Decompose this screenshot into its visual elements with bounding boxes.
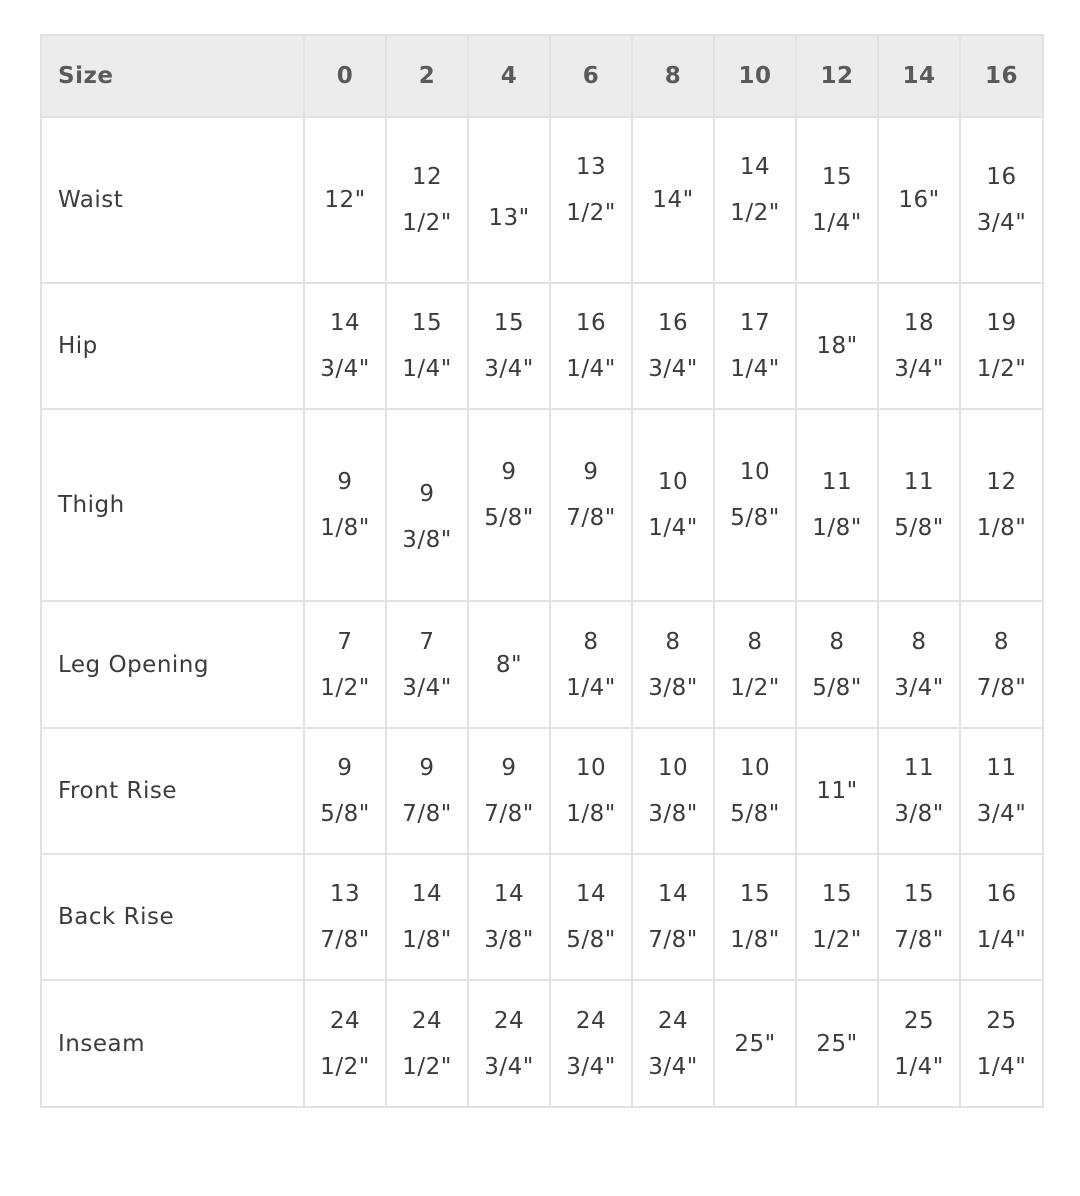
measurement-cell bbox=[632, 980, 714, 1107]
measurement-value: 7 bbox=[337, 628, 353, 655]
measurement-value: 3/4" bbox=[894, 356, 944, 382]
measurement-value: 3/4" bbox=[894, 674, 944, 701]
size-header: 16 bbox=[960, 35, 1043, 117]
measurement-value: 1/4" bbox=[976, 1053, 1027, 1080]
measurement-value: 16 bbox=[986, 881, 1017, 907]
measurement-value: 14 bbox=[411, 881, 443, 907]
measurement-value: 8 bbox=[583, 628, 599, 655]
measurement-cell bbox=[550, 283, 632, 409]
measurement-cell bbox=[468, 409, 550, 601]
measurement-cell bbox=[550, 117, 632, 283]
measurement-value: 1/2" bbox=[402, 1053, 452, 1080]
measurement-cell bbox=[714, 283, 796, 409]
measurement-cell bbox=[468, 980, 550, 1107]
measurement-value: 18 bbox=[903, 310, 935, 336]
measurement-value: 18" bbox=[816, 333, 858, 359]
measurement-cell bbox=[386, 728, 468, 854]
measurement-value: 15 bbox=[903, 881, 935, 907]
measurement-value: 7/8" bbox=[894, 927, 944, 953]
measurement-value: 9 bbox=[419, 755, 435, 781]
measurement-value: 3/4" bbox=[484, 356, 534, 382]
measurement-cell bbox=[878, 854, 960, 980]
size-header-row bbox=[41, 35, 1043, 117]
measurement-value: 25 bbox=[903, 1007, 935, 1034]
measurement-cell bbox=[468, 283, 550, 409]
measurement-cell bbox=[960, 854, 1043, 980]
measurement-cell bbox=[878, 409, 960, 601]
measurement-value: 8 bbox=[911, 628, 927, 655]
measurement-value: 1/2" bbox=[730, 674, 780, 701]
measurement-value: 1/8" bbox=[730, 927, 780, 953]
size-header: 10 bbox=[714, 35, 796, 117]
measurement-cell bbox=[960, 728, 1043, 854]
measurement-cell bbox=[714, 409, 796, 601]
measurement-value: 7/8" bbox=[402, 801, 452, 827]
measurement-value: 7/8" bbox=[976, 674, 1027, 701]
measurement-value: 8 bbox=[747, 628, 763, 655]
measurement-value: 14 bbox=[329, 310, 361, 336]
measurement-cell bbox=[304, 854, 386, 980]
measurement-cell bbox=[796, 409, 878, 601]
measurement-value: 9 bbox=[419, 481, 435, 507]
measurement-value: 9 bbox=[337, 469, 353, 495]
measurement-value: 11 bbox=[903, 469, 935, 495]
measurement-value: 1/2" bbox=[812, 927, 862, 953]
table-row bbox=[41, 601, 1043, 728]
measurement-label: Thigh bbox=[41, 409, 304, 601]
size-header: 14 bbox=[878, 35, 960, 117]
measurement-value: 14 bbox=[657, 881, 689, 907]
measurement-value: 3/8" bbox=[484, 927, 534, 953]
measurement-value: 1/4" bbox=[402, 356, 452, 382]
measurement-value: 24 bbox=[575, 1007, 607, 1034]
measurement-value: 14" bbox=[652, 187, 694, 213]
measurement-value: 24 bbox=[657, 1007, 689, 1034]
measurement-cell bbox=[632, 601, 714, 728]
size-header: 6 bbox=[550, 35, 632, 117]
measurement-cell bbox=[878, 283, 960, 409]
measurement-value: 1/2" bbox=[566, 200, 616, 226]
measurement-cell bbox=[878, 117, 960, 283]
measurement-value: 16 bbox=[986, 164, 1017, 190]
measurement-cell bbox=[632, 728, 714, 854]
measurement-cell bbox=[632, 409, 714, 601]
table-row bbox=[41, 409, 1043, 601]
size-column-header: Size bbox=[41, 35, 304, 117]
measurement-cell bbox=[550, 601, 632, 728]
measurement-value: 7/8" bbox=[484, 801, 534, 827]
measurement-cell bbox=[468, 601, 550, 728]
measurement-value: 15 bbox=[821, 164, 853, 190]
measurement-value: 9 bbox=[337, 755, 353, 781]
measurement-cell bbox=[960, 283, 1043, 409]
measurement-value: 9 bbox=[583, 459, 599, 485]
measurement-label: Hip bbox=[41, 283, 304, 409]
measurement-value: 5/8" bbox=[730, 505, 780, 531]
measurement-value: 12 bbox=[986, 469, 1017, 495]
measurement-value: 15 bbox=[821, 881, 853, 907]
measurement-cell bbox=[960, 601, 1043, 728]
measurement-value: 8" bbox=[495, 651, 523, 678]
measurement-cell bbox=[796, 601, 878, 728]
measurement-value: 3/8" bbox=[648, 801, 698, 827]
measurement-value: 17 bbox=[739, 310, 771, 336]
measurement-value: 15 bbox=[739, 881, 771, 907]
measurement-cell bbox=[714, 117, 796, 283]
measurement-value: 25" bbox=[734, 1030, 776, 1057]
measurement-value: 13" bbox=[488, 205, 530, 231]
size-header: 4 bbox=[468, 35, 550, 117]
measurement-value: 1/2" bbox=[320, 674, 370, 701]
measurement-value: 1/4" bbox=[812, 210, 862, 236]
measurement-value: 24 bbox=[493, 1007, 525, 1034]
measurement-value: 5/8" bbox=[566, 927, 616, 953]
measurement-value: 3/8" bbox=[402, 527, 452, 553]
measurement-value: 7/8" bbox=[320, 927, 370, 953]
measurement-cell bbox=[386, 854, 468, 980]
measurement-cell bbox=[304, 117, 386, 283]
measurement-cell bbox=[550, 854, 632, 980]
measurement-value: 3/4" bbox=[484, 1053, 534, 1080]
measurement-cell bbox=[386, 117, 468, 283]
measurement-value: 15 bbox=[493, 310, 525, 336]
measurement-cell bbox=[304, 409, 386, 601]
measurement-value: 3/4" bbox=[648, 356, 698, 382]
measurement-cell bbox=[468, 728, 550, 854]
measurement-value: 3/4" bbox=[976, 801, 1027, 827]
measurement-value: 1/2" bbox=[730, 200, 780, 226]
measurement-cell bbox=[714, 601, 796, 728]
size-header: 12 bbox=[796, 35, 878, 117]
measurement-value: 3/4" bbox=[976, 210, 1027, 236]
measurement-cell bbox=[796, 854, 878, 980]
measurement-value: 1/8" bbox=[812, 515, 862, 541]
measurement-cell bbox=[960, 980, 1043, 1107]
measurement-cell bbox=[960, 409, 1043, 601]
measurement-cell bbox=[386, 601, 468, 728]
measurement-cell bbox=[304, 283, 386, 409]
measurement-value: 1/4" bbox=[894, 1053, 944, 1080]
measurement-value: 9 bbox=[501, 755, 517, 781]
measurement-value: 13 bbox=[329, 881, 361, 907]
measurement-value: 8 bbox=[993, 628, 1010, 655]
measurement-label: Front Rise bbox=[41, 728, 304, 854]
measurement-value: 13 bbox=[575, 154, 607, 180]
measurement-value: 5/8" bbox=[812, 674, 862, 701]
measurement-cell bbox=[550, 409, 632, 601]
measurement-cell bbox=[304, 980, 386, 1107]
table-row bbox=[41, 854, 1043, 980]
measurement-value: 3/8" bbox=[648, 674, 698, 701]
table-row bbox=[41, 728, 1043, 854]
measurement-cell bbox=[468, 854, 550, 980]
measurement-cell bbox=[878, 980, 960, 1107]
measurement-value: 24 bbox=[411, 1007, 443, 1034]
measurement-label: Waist bbox=[41, 117, 304, 283]
measurement-cell bbox=[550, 980, 632, 1107]
measurement-cell bbox=[796, 283, 878, 409]
measurement-value: 1/8" bbox=[402, 927, 452, 953]
measurement-value: 1/8" bbox=[320, 515, 370, 541]
measurement-value: 15 bbox=[411, 310, 443, 336]
measurement-value: 10 bbox=[739, 459, 771, 485]
measurement-value: 5/8" bbox=[320, 801, 370, 827]
measurement-value: 1/2" bbox=[976, 356, 1027, 382]
measurement-value: 1/4" bbox=[648, 515, 698, 541]
measurement-value: 14 bbox=[493, 881, 525, 907]
measurement-value: 10 bbox=[739, 755, 771, 781]
measurement-value: 25 bbox=[986, 1007, 1017, 1034]
measurement-value: 3/4" bbox=[648, 1053, 698, 1080]
table-row bbox=[41, 283, 1043, 409]
measurement-label: Leg Opening bbox=[41, 601, 304, 728]
measurement-cell bbox=[304, 728, 386, 854]
size-header: 2 bbox=[386, 35, 468, 117]
measurement-value: 3/4" bbox=[566, 1053, 616, 1080]
measurement-cell bbox=[714, 980, 796, 1107]
measurement-value: 7 bbox=[419, 628, 435, 655]
measurement-value: 1/4" bbox=[976, 927, 1027, 953]
measurement-value: 10 bbox=[657, 755, 689, 781]
measurement-cell bbox=[878, 601, 960, 728]
measurement-cell bbox=[714, 728, 796, 854]
measurement-cell bbox=[796, 117, 878, 283]
measurement-value: 16 bbox=[575, 310, 607, 336]
measurement-value: 3/4" bbox=[320, 356, 370, 382]
measurement-cell bbox=[386, 283, 468, 409]
measurement-cell bbox=[878, 728, 960, 854]
size-header: 0 bbox=[304, 35, 386, 117]
measurement-value: 9 bbox=[501, 459, 517, 485]
measurement-value: 7/8" bbox=[566, 505, 616, 531]
measurement-cell bbox=[550, 728, 632, 854]
measurement-value: 19 bbox=[986, 310, 1017, 336]
measurement-cell bbox=[796, 980, 878, 1107]
measurement-value: 5/8" bbox=[730, 801, 780, 827]
size-chart-table bbox=[40, 34, 1044, 1108]
measurement-label: Back Rise bbox=[41, 854, 304, 980]
measurement-cell bbox=[304, 601, 386, 728]
measurement-cell bbox=[796, 728, 878, 854]
measurement-value: 5/8" bbox=[894, 515, 944, 541]
measurement-value: 11 bbox=[986, 755, 1017, 781]
measurement-value: 14 bbox=[575, 881, 607, 907]
measurement-value: 5/8" bbox=[484, 505, 534, 531]
size-header: 8 bbox=[632, 35, 714, 117]
size-table-body bbox=[41, 117, 1043, 1107]
measurement-value: 1/2" bbox=[320, 1053, 370, 1080]
measurement-cell bbox=[714, 854, 796, 980]
measurement-value: 12 bbox=[411, 164, 443, 190]
measurement-cell bbox=[632, 283, 714, 409]
measurement-cell bbox=[468, 117, 550, 283]
measurement-cell bbox=[386, 980, 468, 1107]
measurement-value: 1/4" bbox=[730, 356, 780, 382]
measurement-value: 11" bbox=[816, 778, 858, 804]
measurement-value: 11 bbox=[903, 755, 935, 781]
measurement-value: 1/8" bbox=[566, 801, 616, 827]
measurement-value: 16" bbox=[898, 187, 940, 213]
table-row bbox=[41, 980, 1043, 1107]
measurement-cell bbox=[632, 854, 714, 980]
measurement-value: 12" bbox=[324, 187, 366, 213]
measurement-value: 3/8" bbox=[894, 801, 944, 827]
measurement-value: 1/8" bbox=[976, 515, 1027, 541]
measurement-value: 24 bbox=[329, 1007, 361, 1034]
measurement-value: 1/4" bbox=[566, 356, 616, 382]
measurement-cell bbox=[386, 409, 468, 601]
measurement-value: 11 bbox=[821, 469, 853, 495]
measurement-value: 14 bbox=[739, 154, 771, 180]
measurement-value: 25" bbox=[816, 1030, 858, 1057]
measurement-value: 1/2" bbox=[402, 210, 452, 236]
measurement-value: 10 bbox=[575, 755, 607, 781]
measurement-value: 8 bbox=[665, 628, 681, 655]
table-row bbox=[41, 117, 1043, 283]
measurement-value: 16 bbox=[657, 310, 689, 336]
measurement-cell bbox=[632, 117, 714, 283]
measurement-value: 10 bbox=[657, 469, 689, 495]
measurement-value: 1/4" bbox=[566, 674, 616, 701]
measurement-cell bbox=[960, 117, 1043, 283]
measurement-value: 8 bbox=[829, 628, 845, 655]
measurement-value: 3/4" bbox=[402, 674, 452, 701]
measurement-value: 7/8" bbox=[648, 927, 698, 953]
measurement-label: Inseam bbox=[41, 980, 304, 1107]
